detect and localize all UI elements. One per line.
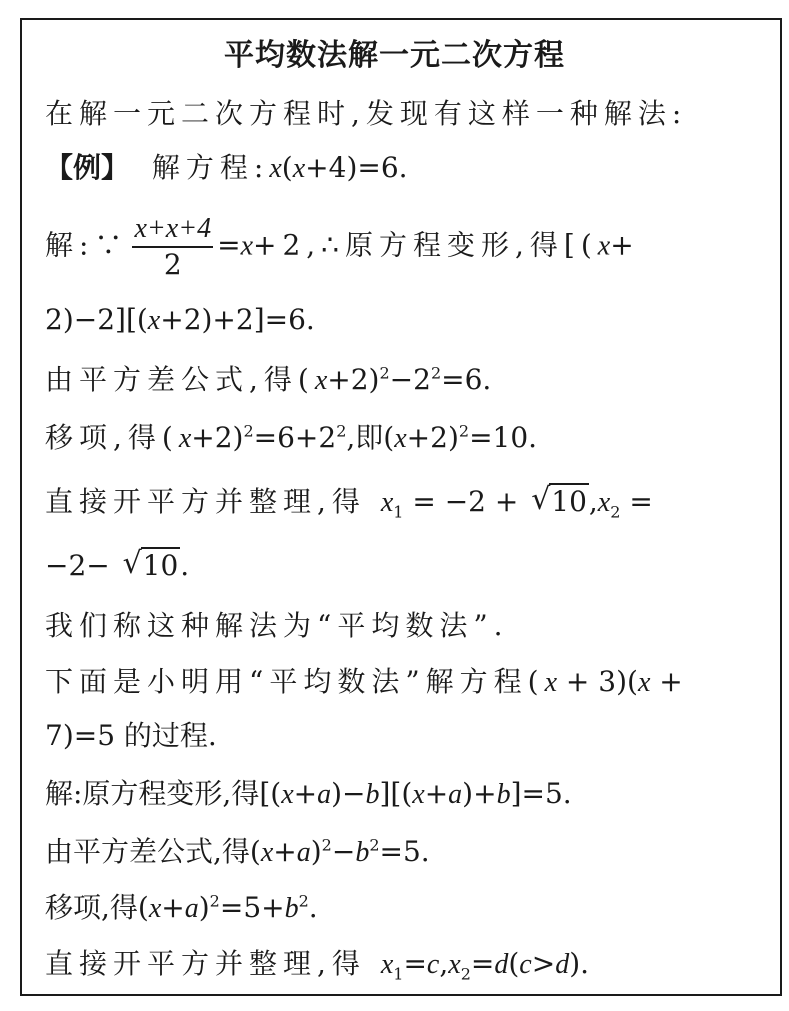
text-seg: +4)=6. [305,151,408,184]
text-seg: . [308,891,318,924]
var-x: x [147,305,161,336]
text-seg: , [439,947,449,980]
text-seg: + [650,665,683,698]
text-seg: =5. [379,835,430,868]
text-seg: = [403,947,427,980]
example-problem-prefix: 解方程: [151,151,270,184]
text-seg: ,即( [346,421,395,454]
xiaoming-line-1 [45,664,683,701]
text-seg: 下面是小明用“平均数法”解方程( [45,665,545,698]
text-seg: =6+2 [253,421,337,454]
subscript: 2 [610,502,621,522]
var-d: d [555,949,570,980]
subscript: 1 [393,964,404,984]
text-seg: −2 [389,363,431,396]
var-a: a [448,779,463,810]
solution-line-6 [45,548,189,584]
text-seg: −2− [45,549,119,582]
text-seg: =5+ [219,891,285,924]
superscript: 2 [336,421,347,441]
var-x: x [178,423,192,454]
radical-sign-icon: √ [122,546,142,581]
text-seg: 直接开平方并整理,得 [45,947,381,980]
text-seg: )+ [462,777,497,810]
var-a: a [317,779,332,810]
radical-sign-icon: √ [531,482,551,517]
var-x: x [380,949,394,980]
text-seg: )− [331,777,366,810]
text-seg: ) [198,891,210,924]
text-seg: 移项,得( [45,891,149,924]
text-seg: +2) [191,421,244,454]
var-x: x [412,779,425,810]
superscript: 2 [458,421,470,441]
var-x: x [544,667,557,698]
text-seg: ]=5. [510,777,572,810]
text-seg: +2) [327,363,380,396]
radicand: 10 [142,549,179,582]
xiaoming-line-4 [45,834,430,871]
text-seg: . [180,549,190,582]
var-x: x [148,893,162,924]
text-seg: 直接开平方并整理,得 [45,485,381,518]
solution-line-3 [45,362,491,399]
superscript: 2 [321,835,332,855]
var-x: x [260,837,274,868]
xiaoming-line-5 [45,890,318,927]
text-seg: +2)+2]=6. [160,303,315,336]
solution-line-4 [45,420,537,457]
superscript: 2 [379,363,390,383]
text-seg: 移项,得( [45,421,179,454]
text-seg: = [620,485,653,518]
text-seg: 2)−2][( [45,303,148,336]
var-b: b [355,837,370,868]
var-x: x [269,153,282,184]
subscript: 1 [393,502,404,522]
naming-line: 我们称这种解法为“平均数法”. [45,609,509,642]
var-d: d [494,949,509,980]
text-seg: ( [508,947,520,980]
text-seg: , [588,485,598,518]
solution-line-1 [45,212,634,282]
var-b: b [284,893,299,924]
solution-line-5 [45,484,653,521]
superscript: 2 [243,421,254,441]
var-b: b [365,779,380,810]
text-seg: =10. [469,421,538,454]
radicand: 10 [551,485,587,518]
xiaoming-line-2: 7)=5 的过程. [45,719,217,752]
var-c: c [426,949,440,980]
var-x: x [281,779,294,810]
fraction [132,212,213,282]
example-tag: 【例】 [45,151,130,184]
subscript: 2 [460,964,471,984]
var-x: x [637,667,651,698]
text-seg: + [293,777,318,810]
var-a: a [296,837,311,868]
superscript: 2 [430,363,442,383]
text-seg: + [273,835,297,868]
text-seg: 解:∵ [45,228,129,262]
fraction-denominator: 2 [163,248,182,281]
text-seg: = [217,228,241,262]
text-seg: + [161,891,185,924]
text-seg: ) [310,835,322,868]
text-seg: + 3)( [557,665,638,698]
xiaoming-line-6 [45,946,589,983]
square-root [531,484,589,520]
text-seg: + [610,228,634,262]
superscript: 2 [369,835,380,855]
var-x: x [292,153,306,184]
solution-line-2 [45,302,315,339]
text-seg: 由平方差公式,得( [45,835,261,868]
xiaoming-line-3 [45,776,572,813]
text-seg: > [531,947,556,980]
var-x: x [380,487,394,518]
text-seg: +2) [406,421,459,454]
text-seg: + [424,777,449,810]
text-seg: ][( [379,777,413,810]
text-seg: ). [569,947,590,980]
text-seg: =6. [441,363,492,396]
text-seg: 由平方差公式,得( [45,363,315,396]
text-seg: = −2 + [403,485,528,518]
var-x: x [448,949,461,980]
text-seg: 解:原方程变形,得[( [45,777,282,810]
text-seg: ( [281,151,293,184]
fraction-numerator: x+x+4 [132,212,213,248]
text-seg: = [470,947,495,980]
var-x: x [597,230,611,262]
square-root [123,548,181,584]
var-a: a [184,893,199,924]
example-line [45,150,408,187]
intro-line: 在解一元二次方程时,发现有这样一种解法: [45,97,688,130]
page-title: 平均数法解一元二次方程 [224,38,565,73]
var-x: x [597,487,611,518]
var-c: c [519,949,532,980]
var-x: x [240,230,253,262]
var-b: b [496,779,511,810]
superscript: 2 [298,891,309,911]
text-seg: − [331,835,356,868]
var-x: x [314,365,328,396]
var-x: x [394,423,407,454]
text-seg: +2,∴原方程变形,得[( [253,228,598,262]
superscript: 2 [209,891,220,911]
